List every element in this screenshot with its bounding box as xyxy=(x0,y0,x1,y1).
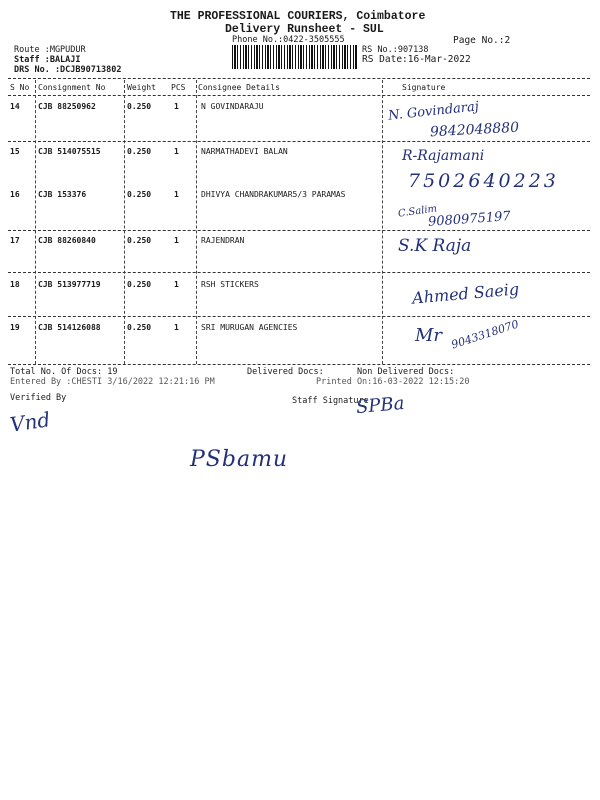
row-sno: 17 xyxy=(10,236,20,245)
row-consignee: SRI MURUGAN AGENCIES xyxy=(201,323,298,332)
staff: Staff :BALAJI xyxy=(14,55,81,65)
signature-phone: 9080975197 xyxy=(427,209,512,230)
bottom-signature: PSbamu xyxy=(190,447,289,472)
row-weight: 0.250 xyxy=(127,323,152,332)
col-divider xyxy=(124,80,125,364)
row-sno: 16 xyxy=(10,190,20,199)
row-weight: 0.250 xyxy=(127,190,152,199)
verified-by-label: Verified By xyxy=(10,393,67,403)
row-consignee: NARMATHADEVI BALAN xyxy=(201,147,288,156)
row-pcs: 1 xyxy=(174,280,179,289)
signature-name: S.K Raja xyxy=(398,236,472,256)
row-pcs: 1 xyxy=(174,323,179,332)
table-rule-bottom xyxy=(8,364,590,365)
col-weight: Weight xyxy=(127,83,156,92)
row-consignment: CJB 513977719 xyxy=(38,280,101,289)
row-sno: 15 xyxy=(10,147,20,156)
page-number: Page No.:2 xyxy=(453,35,511,46)
col-divider xyxy=(35,80,36,364)
row-pcs: 1 xyxy=(174,236,179,245)
col-divider xyxy=(196,80,197,364)
col-divider xyxy=(382,80,383,364)
row-consignee: RAJENDRAN xyxy=(201,236,245,245)
document-subtitle: Delivery Runsheet - SUL xyxy=(225,23,384,36)
row-consignment: CJB 88260840 xyxy=(38,236,96,245)
col-pcs: PCS xyxy=(171,83,186,92)
col-signature: Signature xyxy=(402,83,446,92)
row-pcs: 1 xyxy=(174,147,179,156)
row-consignment: CJB 514126088 xyxy=(38,323,101,332)
row-weight: 0.250 xyxy=(127,102,152,111)
row-sno: 18 xyxy=(10,280,20,289)
verified-signature: Vnd xyxy=(8,407,52,437)
delivered-docs: Delivered Docs: xyxy=(247,367,324,377)
rs-date: RS Date:16-Mar-2022 xyxy=(362,54,471,65)
row-rule xyxy=(8,316,590,317)
signature-phone: 9842048880 xyxy=(429,119,520,141)
col-consignee: Consignee Details xyxy=(198,83,280,92)
barcode xyxy=(232,45,358,69)
signature-name: Ahmed Saeig xyxy=(411,279,520,308)
printed-on: Printed On:16-03-2022 12:15:20 xyxy=(316,377,470,387)
row-rule xyxy=(8,230,590,231)
staff-signature: SPBa xyxy=(355,392,406,419)
row-consignee: N GOVINDARAJU xyxy=(201,102,264,111)
phone-number: Phone No.:0422-3505555 xyxy=(232,35,345,45)
header-rule-bottom xyxy=(8,95,590,96)
signature-phone: 9043318070 xyxy=(449,317,521,352)
row-weight: 0.250 xyxy=(127,236,152,245)
row-weight: 0.250 xyxy=(127,147,152,156)
route: Route :MGPUDUR xyxy=(14,45,86,55)
row-rule xyxy=(8,141,590,142)
row-pcs: 1 xyxy=(174,190,179,199)
drs-number: DRS No. :DCJB90713802 xyxy=(14,65,122,75)
signature-phone: 7502640223 xyxy=(408,170,559,192)
entered-by: Entered By :CHESTI 3/16/2022 12:21:16 PM xyxy=(10,377,215,387)
row-consignment: CJB 88250962 xyxy=(38,102,96,111)
row-sno: 14 xyxy=(10,102,20,111)
signature-name: Mr xyxy=(415,325,443,346)
staff-signature-label: Staff Signature xyxy=(292,396,369,406)
row-consignment: CJB 153376 xyxy=(38,190,87,199)
row-rule xyxy=(8,272,590,273)
row-consignment: CJB 514075515 xyxy=(38,147,101,156)
signature-name: N. Govindaraj xyxy=(387,99,480,124)
col-sno: S No xyxy=(10,83,30,92)
row-pcs: 1 xyxy=(174,102,179,111)
signature-name: C.Salim xyxy=(397,203,438,220)
row-consignee: DHIVYA CHANDRAKUMAR5/3 PARAMAS xyxy=(201,190,346,199)
row-weight: 0.250 xyxy=(127,280,152,289)
rs-number: RS No.:907138 xyxy=(362,45,429,55)
row-sno: 19 xyxy=(10,323,20,332)
col-consignment: Consignment No xyxy=(38,83,106,92)
signature-name: R-Rajamani xyxy=(402,148,485,164)
row-consignee: RSH STICKERS xyxy=(201,280,259,289)
total-docs: Total No. Of Docs: 19 xyxy=(10,367,118,377)
non-delivered-docs: Non Delivered Docs: xyxy=(357,367,455,377)
document-title: THE PROFESSIONAL COURIERS, Coimbatore xyxy=(170,10,426,23)
header-rule-top xyxy=(8,78,590,79)
